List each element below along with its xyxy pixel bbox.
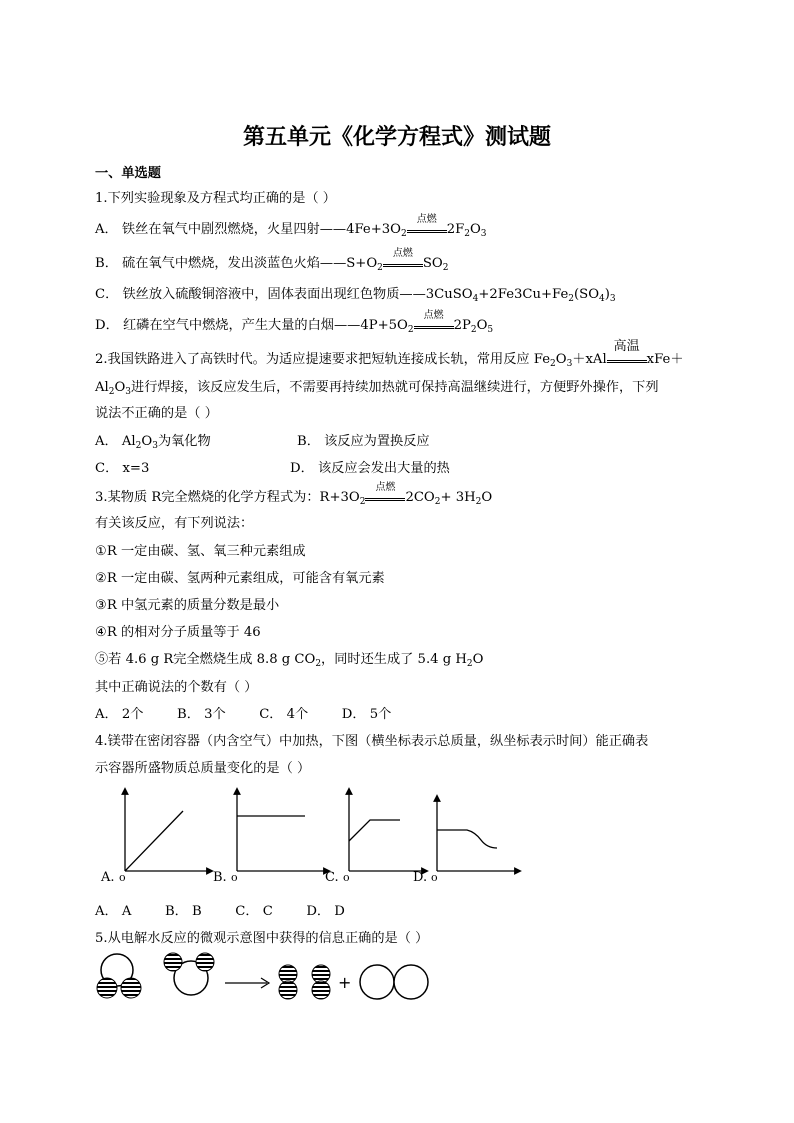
q2-stem-line3: 说法不正确的是（ ） <box>95 406 218 421</box>
q4-stem-line2: 示容器所盛物质总质量变化的是（ ） <box>95 761 311 776</box>
q2-option-c[interactable]: C． x=3 <box>95 461 150 476</box>
reaction-condition: 点燃 <box>407 224 447 233</box>
q2-stem-line1: 2.我国铁路进入了高铁时代。为适应提速要求把短轨连接成长轨，常用反应 $Fe_2O_3+xAl$ 高温 xFe＋ <box>95 339 684 369</box>
plus-sign: + <box>338 973 352 992</box>
water-molecule-icon <box>97 954 141 998</box>
graph-c[interactable] <box>325 791 428 885</box>
water-electrolysis-diagram <box>95 950 435 1005</box>
mass-time-graphs <box>95 786 525 886</box>
q3-statement-4: ④R 的相对分子质量等于 46 <box>95 625 261 640</box>
graph-b-origin: o <box>231 871 238 884</box>
q2-option-d[interactable]: D． 该反应会发出大量的热 <box>290 461 450 476</box>
graph-b[interactable] <box>213 791 327 885</box>
graph-d-origin: o <box>431 871 438 884</box>
q3-intro: 有关该反应，有下列说法： <box>95 516 254 531</box>
graph-c-label: C. <box>325 870 339 885</box>
q4-options[interactable]: A． A B． B C． C D． D <box>95 904 345 919</box>
q3-stem: 3.某物质 R完全燃烧的化学方程式为：$R+3O_2$ 点燃 $2CO_2+ 3H_2O$ <box>95 482 493 507</box>
q1-option-d[interactable]: D． 红磷在空气中燃烧，产生大量的白烟$——4P+5O_2$ 点燃 $2P_2O_5$ <box>95 310 494 335</box>
graph-a-origin: o <box>119 871 126 884</box>
water-molecule-icon <box>164 953 214 995</box>
page-title: 第五单元《化学方程式》测试题 <box>242 124 551 150</box>
hydrogen-molecule-icon <box>312 965 330 999</box>
q2-option-b[interactable]: B． 该反应为置换反应 <box>297 434 430 449</box>
reaction-condition: 高温 <box>607 354 647 363</box>
q3-options[interactable]: A． 2个 B． 3个 C． 4个 D． 5个 <box>95 707 392 722</box>
graph-c-origin: o <box>343 871 350 884</box>
q5-stem: 5.从电解水反应的微观示意图中获得的信息正确的是（ ） <box>95 931 429 946</box>
q1-option-a[interactable]: A． 铁丝在氧气中剧烈燃烧，火星四射$——4Fe+3O_2$ 点燃 $2F_2O_3$ <box>95 214 487 239</box>
hydrogen-molecule-icon <box>279 965 297 999</box>
graph-a-label: A. <box>101 870 115 885</box>
graph-d-label: D. <box>413 870 428 885</box>
q3-statement-1: ①R 一定由碳、氢、氧三种元素组成 <box>95 544 306 559</box>
q4-stem-line1: 4.镁带在密闭容器（内含空气）中加热，下图（横坐标表示总质量，纵坐标表示时间）能正确表 <box>95 734 649 749</box>
q3-statement-5: ⑤若 4.6 g R完全燃烧生成 8.8 g $CO_2$，同时还生成了 5.4 g $H_2O$ <box>95 652 484 669</box>
q3-statement-3: ③R 中氢元素的质量分数是最小 <box>95 598 280 613</box>
section-heading: 一、单选题 <box>95 166 161 181</box>
q2-stem-line2: $Al_2O_3$进行焊接，该反应发生后，不需要再持续加热就可保持高温继续进行，方便野外操作，下列 <box>95 380 659 397</box>
reaction-condition: 点燃 <box>383 258 423 267</box>
reaction-condition: 点燃 <box>365 492 405 501</box>
graph-d[interactable] <box>413 798 518 885</box>
reaction-condition: 点燃 <box>414 320 454 329</box>
graph-a[interactable] <box>100 791 210 885</box>
q1-stem: 1.下列实验现象及方程式均正确的是（ ） <box>95 191 336 206</box>
reaction-arrow-icon <box>225 978 269 988</box>
q2-option-a[interactable]: A． $Al_2O_3$为氧化物 <box>95 434 211 451</box>
graph-b-label: B. <box>213 870 227 885</box>
oxygen-molecule-icon <box>360 965 428 999</box>
q1-option-b[interactable]: B． 硫在氧气中燃烧，发出淡蓝色火焰$——S+O_2$ 点燃 $SO_2$ <box>95 248 449 273</box>
q1-option-c[interactable]: C． 铁丝放入硫酸铜溶液中，固体表面出现红色物质$——3CuSO_4+2Fe3Cu+Fe_2(SO_4)_3$ <box>95 287 616 304</box>
q3-statement-2: ②R 一定由碳、氢两种元素组成，可能含有氧元素 <box>95 571 385 586</box>
q3-question: 其中正确说法的个数有（ ） <box>95 680 258 695</box>
